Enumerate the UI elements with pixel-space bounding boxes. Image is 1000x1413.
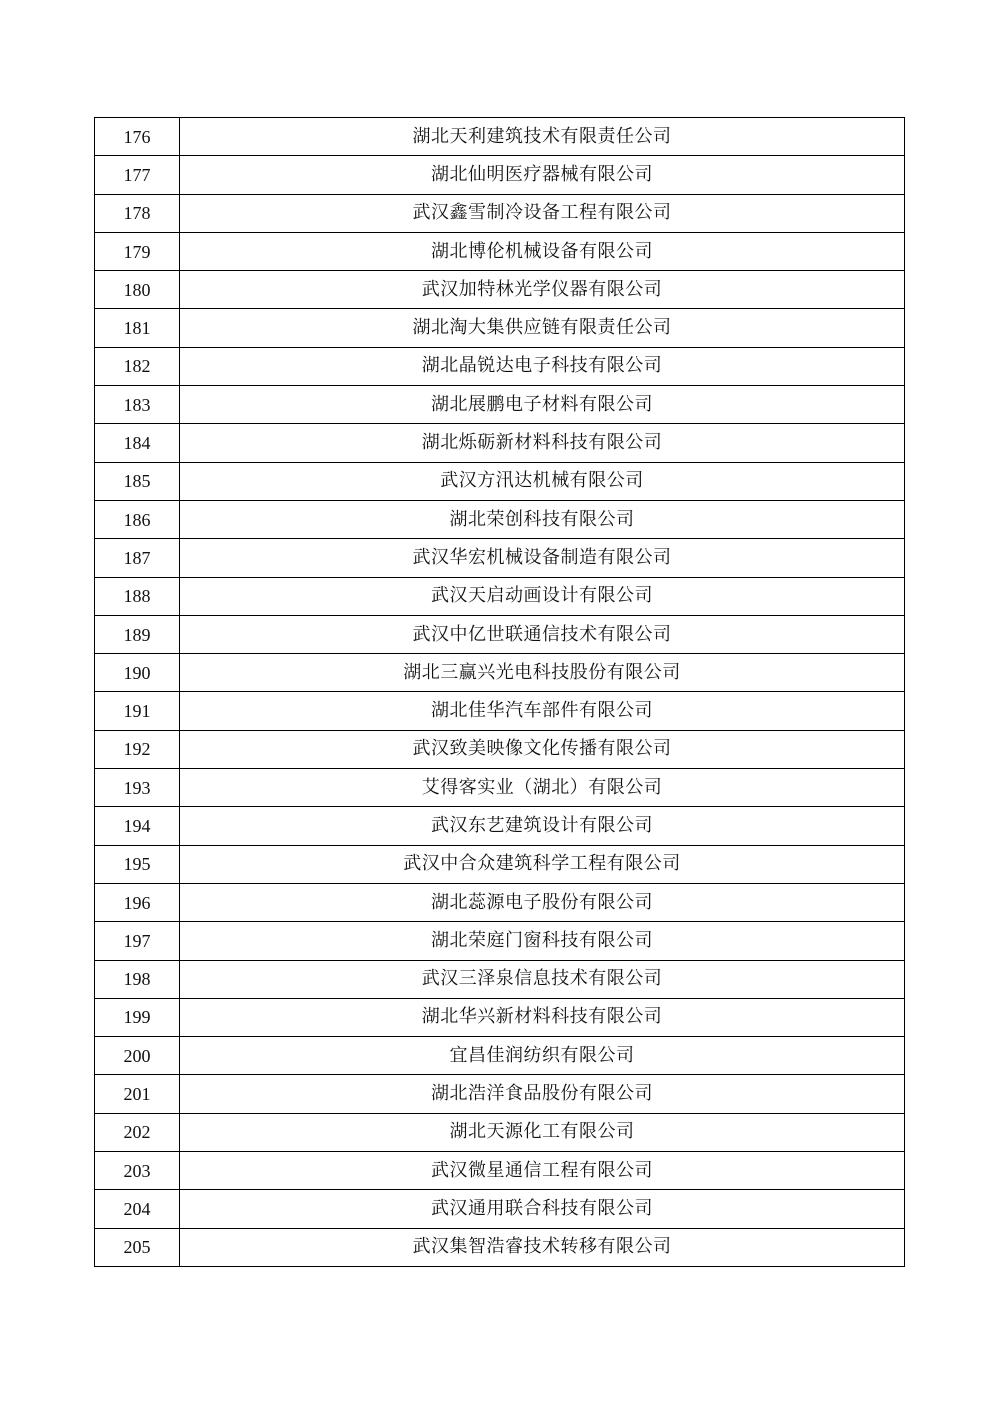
table-row <box>95 156 905 194</box>
company-name: 湖北蕊源电子股份有限公司 <box>180 883 905 921</box>
company-name: 湖北展鹏电子材料有限公司 <box>180 386 905 424</box>
row-number: 187 <box>95 539 180 577</box>
row-number: 197 <box>95 922 180 960</box>
table-row <box>95 424 905 462</box>
row-number: 190 <box>95 654 180 692</box>
company-name: 湖北华兴新材料科技有限公司 <box>180 998 905 1036</box>
company-list-body <box>95 118 905 1267</box>
row-number: 198 <box>95 960 180 998</box>
table-row <box>95 807 905 845</box>
row-number: 179 <box>95 232 180 270</box>
table-row <box>95 232 905 270</box>
row-number: 177 <box>95 156 180 194</box>
table-row <box>95 730 905 768</box>
row-number: 182 <box>95 347 180 385</box>
company-name: 武汉天启动画设计有限公司 <box>180 577 905 615</box>
row-number: 199 <box>95 998 180 1036</box>
table-row <box>95 769 905 807</box>
table-row <box>95 539 905 577</box>
row-number: 185 <box>95 462 180 500</box>
row-number: 196 <box>95 883 180 921</box>
company-list-table <box>94 117 905 1267</box>
company-name: 艾得客实业（湖北）有限公司 <box>180 769 905 807</box>
company-name: 湖北天源化工有限公司 <box>180 1113 905 1151</box>
company-name: 武汉三泽泉信息技术有限公司 <box>180 960 905 998</box>
table-row <box>95 1075 905 1113</box>
company-name: 湖北仙明医疗器械有限公司 <box>180 156 905 194</box>
table-row <box>95 1037 905 1075</box>
company-name: 湖北荣庭门窗科技有限公司 <box>180 922 905 960</box>
company-name: 武汉集智浩睿技术转移有限公司 <box>180 1228 905 1266</box>
row-number: 201 <box>95 1075 180 1113</box>
table-row <box>95 845 905 883</box>
row-number: 203 <box>95 1152 180 1190</box>
row-number: 200 <box>95 1037 180 1075</box>
company-name: 湖北博伦机械设备有限公司 <box>180 232 905 270</box>
table-row <box>95 118 905 156</box>
row-number: 195 <box>95 845 180 883</box>
table-row <box>95 1190 905 1228</box>
table-row <box>95 883 905 921</box>
company-name: 武汉微星通信工程有限公司 <box>180 1152 905 1190</box>
table-row <box>95 1113 905 1151</box>
table-row <box>95 1152 905 1190</box>
row-number: 205 <box>95 1228 180 1266</box>
company-name: 武汉方汛达机械有限公司 <box>180 462 905 500</box>
table-row <box>95 194 905 232</box>
table-row <box>95 692 905 730</box>
company-name: 湖北荣创科技有限公司 <box>180 500 905 538</box>
row-number: 181 <box>95 309 180 347</box>
row-number: 202 <box>95 1113 180 1151</box>
row-number: 204 <box>95 1190 180 1228</box>
row-number: 188 <box>95 577 180 615</box>
company-name: 湖北浩洋食品股份有限公司 <box>180 1075 905 1113</box>
company-name: 武汉中亿世联通信技术有限公司 <box>180 615 905 653</box>
table-row <box>95 309 905 347</box>
company-name: 武汉东艺建筑设计有限公司 <box>180 807 905 845</box>
company-name: 武汉致美映像文化传播有限公司 <box>180 730 905 768</box>
row-number: 192 <box>95 730 180 768</box>
table-row <box>95 922 905 960</box>
company-name: 湖北淘大集供应链有限责任公司 <box>180 309 905 347</box>
table-row <box>95 1228 905 1266</box>
row-number: 186 <box>95 500 180 538</box>
company-name: 武汉加特林光学仪器有限公司 <box>180 271 905 309</box>
company-name: 湖北三赢兴光电科技股份有限公司 <box>180 654 905 692</box>
company-name: 湖北烁砺新材料科技有限公司 <box>180 424 905 462</box>
row-number: 180 <box>95 271 180 309</box>
company-name: 武汉鑫雪制冷设备工程有限公司 <box>180 194 905 232</box>
row-number: 176 <box>95 118 180 156</box>
company-name: 武汉华宏机械设备制造有限公司 <box>180 539 905 577</box>
company-name: 宜昌佳润纺织有限公司 <box>180 1037 905 1075</box>
company-name: 湖北天利建筑技术有限责任公司 <box>180 118 905 156</box>
company-name: 武汉中合众建筑科学工程有限公司 <box>180 845 905 883</box>
row-number: 183 <box>95 386 180 424</box>
table-row <box>95 654 905 692</box>
row-number: 191 <box>95 692 180 730</box>
table-row <box>95 998 905 1036</box>
company-name: 湖北晶锐达电子科技有限公司 <box>180 347 905 385</box>
table-row <box>95 960 905 998</box>
table-row <box>95 271 905 309</box>
row-number: 194 <box>95 807 180 845</box>
table-row <box>95 500 905 538</box>
table-row <box>95 462 905 500</box>
table-row <box>95 386 905 424</box>
row-number: 189 <box>95 615 180 653</box>
row-number: 184 <box>95 424 180 462</box>
row-number: 178 <box>95 194 180 232</box>
table-row <box>95 347 905 385</box>
table-row <box>95 577 905 615</box>
table-row <box>95 615 905 653</box>
row-number: 193 <box>95 769 180 807</box>
company-name: 武汉通用联合科技有限公司 <box>180 1190 905 1228</box>
company-name: 湖北佳华汽车部件有限公司 <box>180 692 905 730</box>
